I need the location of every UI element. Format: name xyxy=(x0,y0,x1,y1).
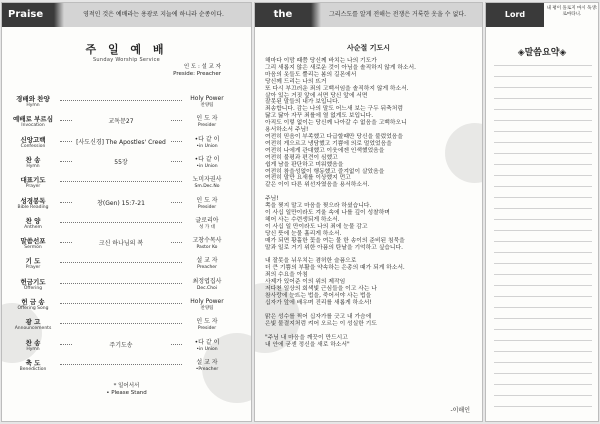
order-item-leader xyxy=(183,237,231,250)
dotted-leader xyxy=(60,283,182,284)
note-line xyxy=(494,329,592,330)
note-line xyxy=(494,131,592,132)
note-line xyxy=(494,186,592,187)
poem-line: 잘못된 말들의 내가 보입니다. xyxy=(265,99,340,106)
order-item-detail: 크신 하나님의 복 xyxy=(72,238,170,247)
order-row xyxy=(2,95,251,115)
sermon-summary-title: ◈말씀요약◈ xyxy=(517,48,567,58)
order-row xyxy=(2,318,251,338)
leader-en: 찬양팀 xyxy=(200,306,214,311)
note-line xyxy=(494,175,592,176)
poem-line: 쉽게 남을 판단하고 미워했음을 xyxy=(265,161,344,168)
order-item-ko: 말씀선포 xyxy=(20,237,46,246)
order-item-detail: 교독문27 xyxy=(72,116,170,125)
presider-en: Preside: Preacher xyxy=(173,71,221,77)
poem-line: 닳고 닳아 자꾸 죄를에 열 없게도 보입니다. xyxy=(265,113,374,120)
order-item-leader xyxy=(183,318,231,331)
order-row xyxy=(2,115,251,135)
order-item-name xyxy=(10,318,56,331)
order-item-en: Hymn xyxy=(26,103,40,108)
leader-en: Presider xyxy=(197,326,217,332)
praise-tab: Praise xyxy=(2,3,54,27)
leader-ko: 인 도 자 xyxy=(196,318,218,326)
dotted-leader xyxy=(60,262,182,263)
order-item-ko: 찬 송 xyxy=(25,155,41,164)
leader-ko: 인 도 자 xyxy=(196,196,218,204)
order-item-en: Hymn xyxy=(26,346,40,352)
order-item-en: Bible Reading xyxy=(17,204,49,210)
poem-line: 마음의 옷들도 뿔리는 봄의 길몬에서 xyxy=(265,71,357,78)
note-line xyxy=(494,120,592,121)
poem-line: 헤어 사는 수련생되게 하소서. xyxy=(265,216,340,223)
order-item-ko: 신앙고백 xyxy=(20,135,46,144)
order-row xyxy=(2,156,251,176)
order-item-ko: 찬 송 xyxy=(25,338,41,347)
leader-ko: Holy Power xyxy=(190,298,224,305)
presider-label xyxy=(173,64,221,78)
order-item-name xyxy=(10,237,56,250)
leader-ko: 최정엽집사 xyxy=(192,277,222,285)
leader-ko: •다 같 이 xyxy=(194,135,220,143)
order-item-name xyxy=(10,339,56,352)
worship-order-page xyxy=(1,2,252,422)
header-verse: 내 평이 돌로지 마시 독생: 로마타니. xyxy=(546,6,598,17)
leader-ko: •다 같 이 xyxy=(194,155,220,163)
order-item-en: Announcements xyxy=(14,326,52,332)
leader-en: Pastor Ko xyxy=(196,245,218,251)
poem-line: 은빛 물결지처럼 켜어 오르는 이 성실한 기도 xyxy=(265,320,377,327)
order-item-ko: 헌 금 송 xyxy=(21,298,45,306)
order-item-ko: 헌금기도 xyxy=(20,277,46,286)
note-line xyxy=(494,76,592,77)
order-item-name xyxy=(10,156,56,169)
order-row xyxy=(2,217,251,237)
order-item-en: Offering xyxy=(23,285,43,291)
order-item-ko: 기 도 xyxy=(25,257,41,266)
order-item-ko: 경배와 찬양 xyxy=(16,95,50,103)
poem-line: 사제가 있어준 이의 위의 제작임 xyxy=(265,279,346,286)
dotted-leader xyxy=(60,364,182,365)
poem-line: 용서하소서 주님! xyxy=(265,127,309,134)
order-row xyxy=(2,278,251,298)
order-item-en: Confession xyxy=(20,143,46,149)
order-row xyxy=(2,298,251,318)
order-item-en: Benediction xyxy=(19,366,47,372)
poem-line: 여전히 말만 요새를 이상했지 먼고 xyxy=(265,175,351,182)
order-item-ko: 예배로 부르심 xyxy=(13,115,53,124)
poem-line: 같은 이이 다른 위선자였음을 용서하소서. xyxy=(265,182,370,189)
stand-note-ko: * 일어서서 xyxy=(113,383,140,389)
order-item-name xyxy=(10,359,56,372)
note-line xyxy=(494,252,592,253)
order-item-ko: 축 도 xyxy=(25,358,41,367)
note-line xyxy=(494,362,592,363)
note-line xyxy=(494,340,592,341)
presider-ko: 인 도 : 설 교 자 xyxy=(183,64,221,70)
note-line xyxy=(494,197,592,198)
order-item-en: Sermon xyxy=(24,245,42,251)
lord-tab: Lord xyxy=(486,3,544,27)
page1-header xyxy=(2,3,251,27)
dotted-leader xyxy=(60,323,182,324)
note-line xyxy=(494,153,592,154)
order-row xyxy=(2,359,251,379)
poem-line: 더 큰 기쁨의 부활을 약속하는 은총의 때가 되게 하소서. xyxy=(265,265,405,272)
order-item-name xyxy=(10,197,56,210)
dotted-leader xyxy=(60,222,182,223)
order-item-leader xyxy=(183,136,231,149)
note-line xyxy=(494,406,592,407)
leader-en: •in Union xyxy=(196,163,218,169)
leader-ko: 글로리아 xyxy=(195,216,219,224)
order-row xyxy=(2,197,251,217)
order-item-en: Prayer xyxy=(25,265,41,271)
poem-line: 당신께 드리는 나의 뜨거 xyxy=(265,78,327,85)
leader-en: Presider xyxy=(197,123,217,129)
poem-line: 말과 일로 거기 위한 아픔의 탄날을 기억하고 싶습니다. xyxy=(265,244,403,251)
prayer-body xyxy=(265,58,470,348)
poem-line: 매가 되면 황홀한 꽃을 여는 물 한 송이의 준비된 침묵을 xyxy=(265,237,405,244)
poem-line: 그리 새롭지 않은 새로운 것이 아님을 솔직하지 않게 하소서. xyxy=(265,64,416,71)
order-row xyxy=(2,257,251,277)
order-item-leader xyxy=(183,217,231,230)
note-line xyxy=(494,164,592,165)
note-line xyxy=(494,318,592,319)
note-line xyxy=(494,395,592,396)
poem-line: 주님! xyxy=(265,196,279,203)
prayer-page xyxy=(254,2,483,422)
note-line xyxy=(494,285,592,286)
order-row xyxy=(2,339,251,359)
note-line xyxy=(494,307,592,308)
note-line xyxy=(494,208,592,209)
leader-en: •in Union xyxy=(196,143,218,149)
note-line xyxy=(494,351,592,352)
poem-line: 해마다 이맘 때쯤 당신께 바치는 나의 기도가 xyxy=(265,58,377,64)
stanza-break xyxy=(265,328,470,335)
note-line xyxy=(494,274,592,275)
leader-ko: 설 교 자 xyxy=(196,257,218,265)
note-line xyxy=(494,230,592,231)
order-item-name xyxy=(10,95,56,108)
leader-ko: 설 교 자 xyxy=(196,358,218,366)
note-line xyxy=(494,65,592,66)
order-item-ko: 광 고 xyxy=(25,318,41,327)
order-item-leader xyxy=(183,359,231,372)
note-line xyxy=(494,373,592,374)
order-item-en: Hymn xyxy=(26,163,40,169)
order-item-leader xyxy=(183,115,231,128)
order-item-leader xyxy=(183,339,231,352)
order-item-name xyxy=(10,278,56,291)
leader-en: 찬양팀 xyxy=(200,103,214,108)
order-item-name xyxy=(10,176,56,189)
dotted-leader xyxy=(60,181,182,182)
note-line xyxy=(494,263,592,264)
order-item-leader xyxy=(183,197,231,210)
poem-line: 이 사십 일만이라도 겨울 속에 나를 깊이 성찰하며 xyxy=(265,210,390,217)
order-item-name xyxy=(10,136,56,149)
poem-author: -이해인 xyxy=(450,407,470,414)
poem-line: 여전히 믿음이 부족했고 다급할때만 당신을 불렀었음을 xyxy=(265,133,404,140)
the-tab: the xyxy=(255,3,311,27)
page-subtitle: Sunday Worship Service xyxy=(92,57,161,63)
order-item-detail: [사도신경] The Apostles' Creed xyxy=(72,137,170,146)
order-item-ko: 성경봉독 xyxy=(20,196,46,205)
poem-line: 여전히 불평과 편견이 심했고 xyxy=(265,154,338,161)
note-line xyxy=(494,241,592,242)
stand-note-en: • Please Stand xyxy=(106,390,147,396)
poem-line: 저다천 일상의 회색빛 근심들을 이고 사는 나 xyxy=(265,286,377,293)
leader-en: Presider xyxy=(197,204,217,210)
poem-line: 이 사십 일 만이라도 나의 죄에 눈물 감고 xyxy=(265,223,368,230)
order-item-leader xyxy=(183,95,231,108)
poem-line: 내 잘못을 뉘우치는 겸허한 슬픔으로 xyxy=(265,258,357,265)
header-verse: 그리스도를 알게 전해는 전쟁은 거룩한 옷을 수 없다. xyxy=(311,3,482,27)
poem-line: 십자가 앞에 배우며 진리를 새롭게 하소서! xyxy=(265,299,372,306)
order-row xyxy=(2,237,251,257)
order-item-name xyxy=(10,257,56,270)
order-item-leader xyxy=(183,176,231,189)
poem-line: 참사랑에 눈뜨는 법을, 죽어서야 사는 법을 xyxy=(265,293,372,299)
poem-line: 여전히 나에게 관대했고 이웃에겐 인색했었음을 xyxy=(265,147,385,154)
order-item-leader xyxy=(183,156,231,169)
leader-en: •Preacher xyxy=(195,366,219,372)
poem-line: 또 다시 부끄러운 죄의 고백서임을 솔직하지 않게 하소서. xyxy=(265,85,409,92)
note-line xyxy=(494,219,592,220)
leader-en: 성 가 대 xyxy=(199,224,215,230)
note-line xyxy=(494,98,592,99)
order-item-name xyxy=(10,115,56,128)
order-item-name xyxy=(10,298,56,311)
summary-page xyxy=(485,2,599,422)
order-row xyxy=(2,136,251,156)
order-item-name xyxy=(10,217,56,230)
order-item-detail: 55장 xyxy=(72,157,170,166)
order-item-detail: 창(Gen) 15:7-21 xyxy=(72,198,170,207)
note-line xyxy=(494,87,592,88)
order-item-leader xyxy=(183,278,231,291)
header-verse: 영적인 것은 예배라는 용광로 지늘에 하니라 순종이다. xyxy=(54,3,251,27)
order-item-ko: 대표기도 xyxy=(20,176,46,185)
leader-ko: 고창수목사 xyxy=(192,237,222,245)
poem-line: 쪽을 찢지 말고 마음을 찢으라 하셨습니다. xyxy=(265,203,372,210)
order-item-leader xyxy=(183,298,231,311)
leader-ko: 인 도 자 xyxy=(196,115,218,123)
leader-ko: 노미자권사 xyxy=(192,176,222,184)
page2-header xyxy=(255,3,482,27)
poem-line: 죄의 수요을 아침 xyxy=(265,272,308,279)
prayer-title: 사순절 기도시 xyxy=(346,44,390,52)
poem-line: 맑은 성수를 찍어 십자가를 긋고 내 가슴에 xyxy=(265,313,372,320)
order-row xyxy=(2,176,251,196)
stanza-break xyxy=(265,307,470,314)
poem-line: 여전히 게으르고 냉담했고 기쁨에 의로 멀었었음을 xyxy=(265,140,392,147)
leader-en: Sm.Dec.No xyxy=(194,184,220,190)
order-item-detail: 주기도송 xyxy=(72,340,170,349)
poem-line: 내 안에 굳센 정신을 새로 하소서" xyxy=(265,341,350,348)
dotted-leader xyxy=(60,303,182,304)
leader-en: •in Union xyxy=(196,346,218,352)
order-item-en: Prayer xyxy=(25,184,41,190)
leader-en: Preacher xyxy=(197,265,217,271)
poem-line: 여전히 참을성없이 행동했고 즐겨없이 살았음을 xyxy=(265,168,385,175)
order-item-en: Anthem xyxy=(24,224,42,230)
dotted-leader xyxy=(60,100,182,101)
page-title: 주 일 예 배 xyxy=(85,43,168,56)
order-item-en: Invocation xyxy=(21,123,45,129)
poem-line: "주님 내 마음을 깨끗이 만드시고 xyxy=(265,334,348,341)
leader-ko: •다 같 이 xyxy=(194,338,220,346)
note-line xyxy=(494,142,592,143)
leader-en: Dec.Choi xyxy=(196,285,218,291)
leader-ko: Holy Power xyxy=(190,95,224,102)
stanza-break xyxy=(265,189,470,196)
stand-note xyxy=(2,383,251,397)
order-item-leader xyxy=(183,257,231,270)
poem-line: 아직도 이렇 없이는 당신께 나아갈 수 없음을 고백하오니 xyxy=(265,120,407,127)
order-item-ko: 찬 양 xyxy=(25,216,41,225)
order-item-en: Offering Song xyxy=(17,306,49,311)
note-line xyxy=(494,109,592,110)
poem-line: 죄송합니다. 감는 나의 말도 어느새 보는 구두 뒤축처럼 xyxy=(265,106,403,113)
poem-line: 살아 있는 거짓 앞에 서면 당신 앞에 서면 xyxy=(265,92,368,99)
note-line xyxy=(494,296,592,297)
note-line xyxy=(494,384,592,385)
poem-line: 당신 뜻에 눈물 흘리게 하소서. xyxy=(265,230,342,237)
